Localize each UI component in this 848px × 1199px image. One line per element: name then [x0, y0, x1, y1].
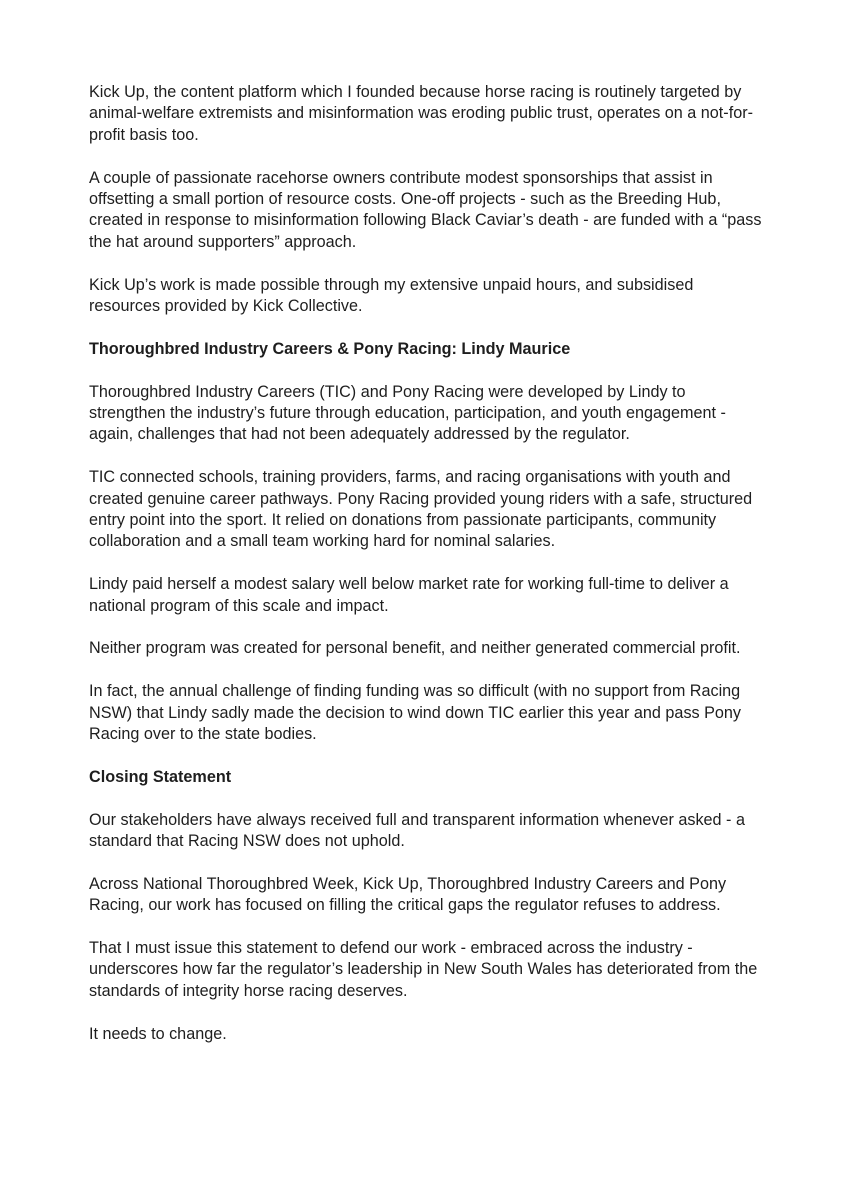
section-heading-closing: Closing Statement	[89, 767, 232, 786]
paragraph-sponsorships: A couple of passionate racehorse owners contribute modest sponsorships that assist in offsetting a small portion of resource costs. One-off projects - such as the Breeding Hub, created in response to misinformation following Black Caviar’s death - are funded with a “pass the hat around supporters” approach.	[89, 168, 762, 251]
section-heading-tic: Thoroughbred Industry Careers & Pony Racing: Lindy Maurice	[89, 339, 571, 358]
document-page	[89, 82, 764, 1066]
paragraph-kick-up-platform: Kick Up, the content platform which I founded because horse racing is routinely targeted by animal-welfare extremists and misinformation was eroding public trust, operates on a not-for-profit basis too.	[89, 83, 753, 144]
paragraph-lindy-salary: Lindy paid herself a modest salary well below market rate for working full-time to deliver a national program of this scale and impact.	[89, 575, 729, 615]
paragraph-no-profit: Neither program was created for personal benefit, and neither generated commercial profit.	[89, 639, 741, 658]
paragraph-tic-connected: TIC connected schools, training providers, farms, and racing organisations with youth and created genuine career pathways. Pony Racing provided young riders with a safe, structured entry point into the sport. It relied on donations from passionate participants, community collaboration and a small team working hard for nominal salaries.	[89, 468, 753, 551]
paragraph-funding-challenge: In fact, the annual challenge of finding funding was so difficult (with no support from Racing NSW) that Lindy sadly made the decision to wind down TIC earlier this year and pass Pony Racing over to the state bodies.	[89, 682, 742, 744]
paragraph-national-thoroughbred-week: Across National Thoroughbred Week, Kick Up, Thoroughbred Industry Careers and Pony Racing, our work has focused on filling the critical gaps the regulator refuses to address.	[89, 874, 727, 915]
paragraph-regulator-leadership: That I must issue this statement to defend our work - embraced across the industry - underscores how far the regulator’s leadership in New South Wales has deteriorated from the standards of integrity horse racing deserves.	[89, 939, 758, 1000]
paragraph-needs-to-change: It needs to change.	[89, 1024, 227, 1043]
paragraph-unpaid-hours: Kick Up’s work is made possible through my extensive unpaid hours, and subsidised resources provided by Kick Collective.	[89, 275, 694, 316]
paragraph-tic-developed: Thoroughbred Industry Careers (TIC) and Pony Racing were developed by Lindy to strengthen the industry’s future through education, participation, and youth engagement - again, challenges that had not been adequately addressed by the regulator.	[89, 382, 726, 444]
paragraph-stakeholders: Our stakeholders have always received full and transparent information whenever asked - a standard that Racing NSW does not uphold.	[89, 810, 745, 851]
